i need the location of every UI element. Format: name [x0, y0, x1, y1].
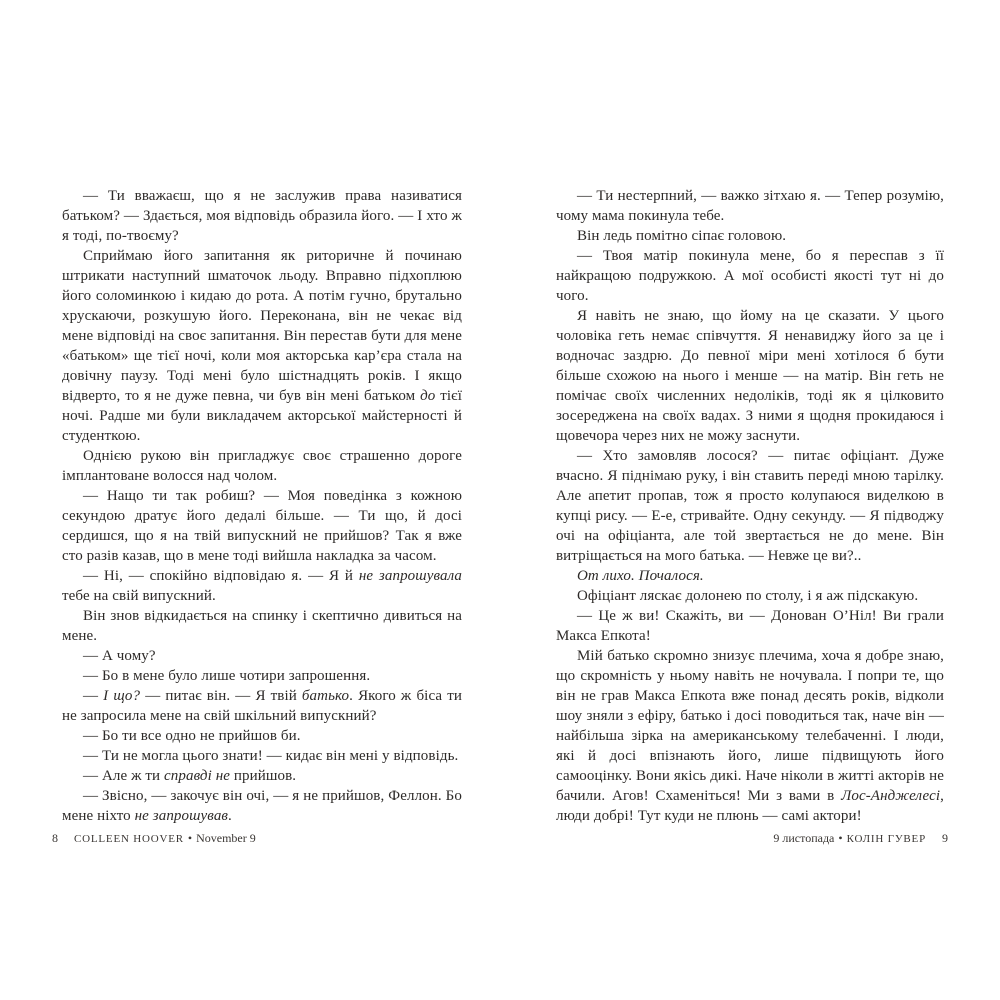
paragraph: [62, 746, 462, 766]
paragraph: [62, 606, 462, 646]
text-segment: — Ти вважаєш, що я не заслужив права називатися батьком? — Здається, моя відповідь образила його. — І хто ж я тоді, по-твоєму?: [62, 188, 462, 244]
italic-text-segment: І що?: [103, 688, 141, 704]
text-segment: — Хто замовляв лосося? — питає офіціант. Дуже вчасно. Я піднімаю руку, і він ставить переді мною тарілку. Але апетит пропав, тож я просто колупаюся виделкою в купці рису. — Е-е, стривайте. Одну секунду. — Я підводжу очі на офіціанта, але той звертається не до мене. Він витріщається на мого батька. — Невже це ви?..: [556, 448, 944, 564]
paragraph: [556, 606, 944, 646]
paragraph: [62, 766, 462, 786]
running-head-author-left: COLLEEN HOOVER: [74, 833, 184, 845]
text-segment: — Ні, — спокійно відповідаю я. — Я й: [83, 568, 359, 584]
text-segment: прийшов.: [230, 768, 297, 784]
text-segment: — Але ж ти: [83, 768, 165, 784]
text-segment: Однією рукою він пригладжує своє страшенно дороге імплантоване волосся над чолом.: [62, 448, 462, 484]
text-segment: , люди добрі! Тут куди не плюнь — самі актори!: [556, 788, 944, 824]
paragraph: [556, 446, 944, 566]
paragraph: [62, 246, 462, 446]
text-segment: тієї ночі. Радше ми були викладачем акторської майстерності й студенткою.: [62, 388, 462, 444]
footer-separator-left: •: [187, 831, 193, 845]
text-segment: Мій батько скромно знизує плечима, хоча я добре знаю, що скромність у ньому навіть не ночувала. І попри те, що він не грав Макса Епкота вже понад десять років, відколи шоу зняли з ефіру, батько і досі поводиться так, наче він — найбільша зірка на американському телебаченні. І люди, які й досі впізнають його, лише підвищують його самооцінку. Вони якісь дикі. Наче ніколи в житті акторів не бачили. Агов! Схаменіться! Ми з вами в: [556, 648, 944, 804]
paragraph: [556, 586, 944, 606]
page-left-footer: [52, 831, 256, 846]
text-segment: — Це ж ви! Скажіть, ви — Донован О’Ніл! Ви грали Макса Епкота!: [556, 608, 944, 644]
paragraph: [62, 726, 462, 746]
text-segment: — Бо ти все одно не прийшов би.: [83, 728, 301, 744]
paragraph: [62, 446, 462, 486]
page-right-text: [556, 186, 944, 826]
text-segment: Сприймаю його запитання як риторичне й починаю штрикати наступний шматочок льоду. Вправно підхоплюю його соломинкою і кидаю до рота. А потім гучно, брутально хрускаючи, розкушую його. Переконана, він не чекає від мене відповіді на своє запитання. Він перестав бути для мене «батьком» ще тієї ночі, коли моя акторська кар’єра стала на довічну паузу. Тоді мені було шістнадцять років. І якщо відверто, то я не дуже певна, чи був він мені батьком: [62, 248, 462, 404]
text-segment: — А чому?: [83, 648, 156, 664]
text-segment: —: [83, 688, 104, 704]
footer-separator-right: •: [838, 831, 843, 845]
paragraph: [556, 646, 944, 826]
page-right-footer: [773, 831, 948, 846]
paragraph: [556, 226, 944, 246]
text-segment: — Ти не могла цього знати! — кидає він мені у відповідь.: [83, 748, 459, 764]
paragraph: [62, 486, 462, 566]
page-left-text: [62, 186, 462, 826]
italic-text-segment: до: [420, 388, 436, 404]
paragraph: [556, 306, 944, 446]
italic-text-segment: Лос-Анджелесі: [841, 788, 941, 804]
italic-text-segment: не запрошував: [134, 808, 229, 824]
page-number-right: 9: [942, 831, 948, 845]
text-segment: .: [228, 808, 232, 824]
text-segment: . Якого ж біса ти не запросила мене на свій шкільний випускний?: [62, 688, 462, 724]
paragraph: [556, 186, 944, 226]
text-segment: Він ледь помітно сіпає головою.: [577, 228, 787, 244]
text-segment: — Твоя матір покинула мене, бо я переспав з її найкращою подружкою. А мої особисті якості тут ні до чого.: [556, 248, 944, 304]
page-number-left: 8: [52, 831, 58, 845]
italic-text-segment: не запрошувала: [358, 568, 462, 584]
text-segment: — Бо в мене було лише чотири запрошення.: [83, 668, 371, 684]
paragraph: [556, 566, 944, 586]
italic-text-segment: батько: [301, 688, 350, 704]
paragraph: [556, 246, 944, 306]
text-segment: — Звісно, — закочує він очі, — я не прийшов, Феллон. Бо мене ніхто: [62, 788, 462, 824]
paragraph: [62, 786, 462, 826]
paragraph: [62, 646, 462, 666]
running-head-title-right: 9 листопада: [773, 831, 835, 845]
running-head-author-right: КОЛІН ГУВЕР: [846, 833, 926, 845]
text-segment: Він знов відкидається на спинку і скептично дивиться на мене.: [62, 608, 462, 644]
text-segment: — Ти нестерпний, — важко зітхаю я. — Тепер розумію, чому мама покинула тебе.: [556, 188, 944, 224]
paragraph: [62, 186, 462, 246]
italic-text-segment: От лихо. Почалося.: [577, 568, 704, 584]
text-segment: тебе на свій випускний.: [62, 588, 216, 604]
text-segment: — Нащо ти так робиш? — Моя поведінка з кожною секундою дратує його дедалі більше. — Ти що, й досі сердишся, що я на твій випускний не прийшов? Так я вже сто разів казав, що в мене тоді вийшла накладка за часом.: [62, 488, 462, 564]
paragraph: [62, 686, 462, 726]
text-segment: Я навіть не знаю, що йому на це сказати. У цього чоловіка геть немає співчуття. Я ненавиджу його за це і водночас заздрю. До певної міри мені хотілося б бути більше схожою на нього і менше — на матір. Він геть не помічає своїх численних недоліків, тоді як я цілковито зосереджена на своїх вадах. З ними я щодня прокидаюся і щовечора через них не можу заснути.: [556, 308, 944, 444]
running-head-title-left: November 9: [196, 831, 256, 845]
text-segment: — питає він. — Я твій: [140, 688, 302, 704]
italic-text-segment: справді не: [164, 768, 231, 784]
paragraph: [62, 566, 462, 606]
paragraph: [62, 666, 462, 686]
text-segment: Офіціант ляскає долонею по столу, і я аж підскакую.: [577, 588, 919, 604]
